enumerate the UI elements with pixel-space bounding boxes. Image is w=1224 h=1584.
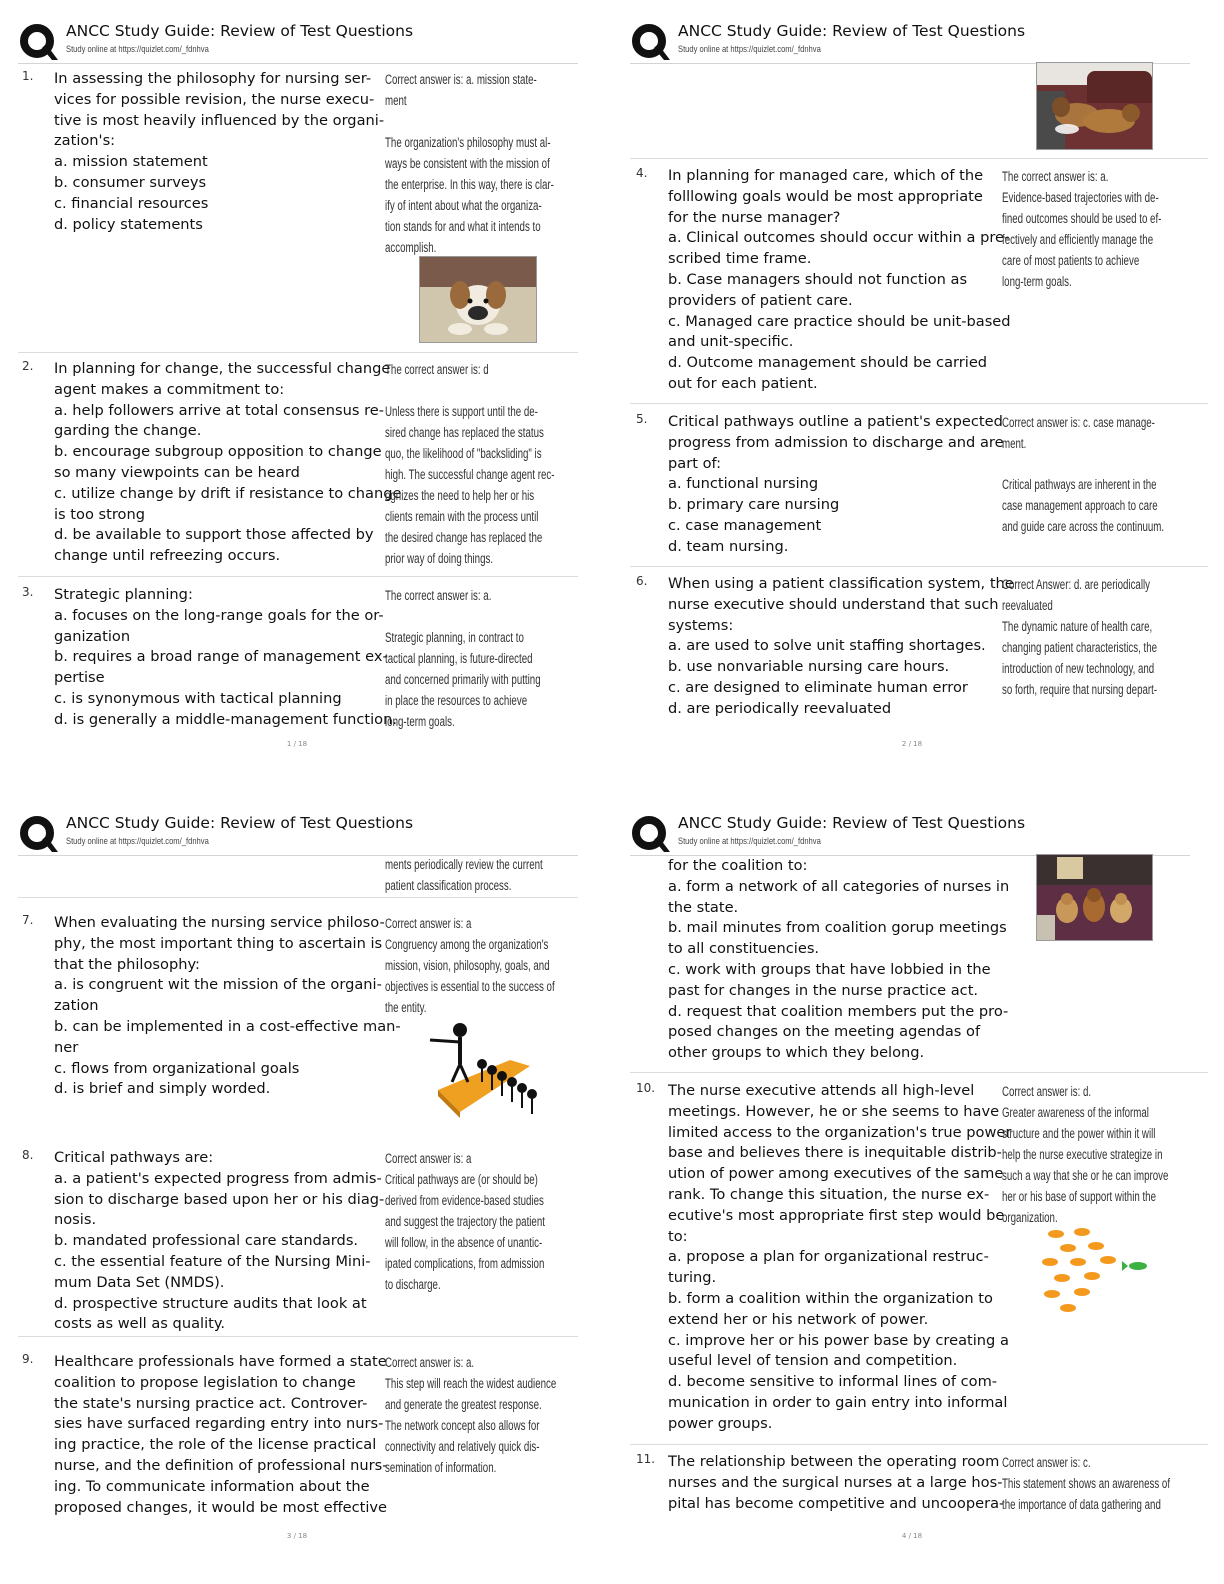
question-text	[54, 913, 401, 1100]
text-line: Correct answer is: d.	[1002, 1084, 1092, 1099]
text-line: objectives is essential to the success of	[385, 979, 555, 994]
text-line: the state.	[668, 898, 739, 916]
text-line: clients remain with the process until	[385, 509, 539, 524]
explanation-text	[1002, 1081, 1168, 1228]
text-line: ify of intent about what the organiza-	[385, 198, 542, 213]
text-line: This step will reach the widest audience	[385, 1376, 557, 1391]
page-title: ANCC Study Guide: Review of Test Questions	[66, 814, 414, 832]
text-line: pital has become competitive and uncoopera-	[668, 1494, 1005, 1512]
card-divider	[18, 352, 578, 353]
text-line: b. use nonvariable nursing care hours.	[668, 658, 950, 676]
explanation-text	[1002, 474, 1164, 537]
study-link[interactable]: Study online at https://quizlet.com/_fdnhva	[678, 44, 821, 55]
text-line: The network concept also allows for	[385, 1418, 540, 1433]
page-2	[612, 0, 1224, 792]
text-line: costs as well as quality.	[54, 1315, 226, 1333]
text-line: ment.	[1002, 436, 1027, 451]
card-number: 1.	[22, 69, 34, 83]
text-line: Correct answer is: a	[385, 916, 472, 931]
three-dogs-on-couch-photo	[1036, 854, 1153, 941]
text-line: out for each patient.	[668, 374, 818, 392]
text-line: and concerned primarily with putting	[385, 672, 541, 687]
question-text	[668, 574, 1014, 720]
study-link[interactable]: Study online at https://quizlet.com/_fdnhva	[66, 44, 209, 55]
text-line: agent makes a commitment to:	[54, 380, 285, 398]
answer-text	[385, 359, 489, 380]
text-line: coalition to propose legislation to change	[54, 1373, 356, 1391]
quizlet-logo-icon	[630, 814, 670, 854]
page-4	[612, 792, 1224, 1584]
text-line: ganization	[54, 627, 131, 645]
text-line: extend her or his network of power.	[668, 1310, 929, 1328]
question-text	[668, 166, 1011, 395]
text-line: The nurse executive attends all high-level	[668, 1082, 975, 1099]
explanation-text	[385, 627, 541, 732]
text-line: a. functional nursing	[668, 475, 819, 493]
text-line: c. work with groups that have lobbied in the	[668, 960, 991, 978]
text-line: c. is synonymous with tactical planning	[54, 689, 342, 707]
text-line: The correct answer is: d	[385, 362, 489, 377]
card-number: 9.	[22, 1352, 34, 1366]
page-number: 4 / 18	[901, 1532, 923, 1540]
text-line: connectivity and relatively quick dis-	[385, 1439, 540, 1454]
explanation-text	[385, 1352, 556, 1478]
text-line: c. the essential feature of the Nursing Mini-	[54, 1252, 371, 1270]
text-line: ments periodically review the current	[385, 857, 543, 872]
explanation-text	[1002, 1452, 1170, 1515]
text-line: a. mission statement	[54, 153, 208, 171]
card-divider	[630, 158, 1208, 159]
text-line: proposed changes, it would be most effective	[54, 1498, 388, 1516]
page-header	[18, 18, 588, 64]
text-line: will follow, in the absence of unantic-	[385, 1235, 543, 1250]
study-link[interactable]: Study online at https://quizlet.com/_fdnhva	[66, 836, 209, 847]
text-line: nosis.	[54, 1211, 97, 1229]
text-line: past for changes in the nurse practice act.	[668, 981, 979, 999]
text-line: patient classification process.	[385, 878, 512, 893]
page-number: 2 / 18	[901, 740, 923, 748]
page-header	[630, 18, 1200, 64]
text-line: for the coalition to:	[668, 857, 808, 874]
text-line: tive is most heavily influenced by the organi-	[54, 111, 385, 129]
text-line: Healthcare professionals have formed a state	[54, 1353, 387, 1370]
text-line: to discharge.	[385, 1277, 441, 1292]
text-line: When using a patient classification system, the	[668, 575, 1014, 592]
text-line: b. encourage subgroup opposition to change	[54, 443, 382, 461]
text-line: d. request that coalition members put the pro-	[668, 1002, 1009, 1020]
text-line: accomplish.	[385, 240, 437, 255]
dogs-on-couch-photo	[1036, 62, 1153, 150]
text-line: When evaluating the nursing service philoso-	[54, 914, 385, 931]
text-line: b. can be implemented in a cost-effective man-	[54, 1017, 401, 1035]
text-line: mum Data Set (NMDS).	[54, 1273, 225, 1291]
text-line: munication in order to gain entry into informal	[668, 1393, 1008, 1411]
text-line: useful level of tension and competition.	[668, 1352, 958, 1370]
text-line: and guide care across the continuum.	[1002, 519, 1165, 534]
question-text	[668, 1081, 1012, 1435]
text-line: d. be available to support those affected by	[54, 526, 374, 544]
text-line: the enterprise. In this way, there is clar-	[385, 177, 554, 192]
text-line: progress from admission to discharge and are	[668, 433, 1004, 451]
text-line: c. improve her or his power base by creating a	[668, 1331, 1009, 1349]
text-line: mission, vision, philosophy, goals, and	[385, 958, 550, 973]
text-line: The dynamic nature of health care,	[1002, 619, 1153, 634]
text-line: zation's:	[54, 132, 116, 150]
card-number: 5.	[636, 412, 648, 426]
text-line: d. become sensitive to informal lines of com-	[668, 1373, 998, 1391]
text-line: b. form a coalition within the organization to	[668, 1289, 993, 1307]
text-line: the importance of data gathering and	[1002, 1497, 1161, 1512]
card-divider	[18, 897, 578, 898]
text-line: that the philosophy:	[54, 955, 200, 973]
text-line: structure and the power within it will	[1002, 1126, 1156, 1141]
text-line: so forth, require that nursing depart-	[1002, 682, 1158, 697]
text-line: introduction of new technology, and	[1002, 661, 1155, 676]
text-line: ner	[54, 1038, 79, 1056]
explanation-text	[385, 401, 554, 569]
text-line: Critical pathways are inherent in the	[1002, 477, 1157, 492]
text-line: in place the resources to achieve	[385, 693, 528, 708]
text-line: quo, the likelihood of "backsliding" is	[385, 446, 542, 461]
text-line: part of:	[668, 454, 722, 472]
text-line: c. Managed care practice should be unit-based	[668, 312, 1011, 330]
text-line: tion stands for and what it intends to	[385, 219, 541, 234]
text-line: case management approach to care	[1002, 498, 1158, 513]
text-line: scribed time frame.	[668, 250, 812, 268]
page-title: ANCC Study Guide: Review of Test Questions	[678, 22, 1026, 40]
text-line: d. prospective structure audits that look at	[54, 1294, 367, 1312]
text-line: sies have surfaced regarding entry into nurs-	[54, 1415, 384, 1433]
text-line: ing practice, the role of the license practical	[54, 1436, 377, 1454]
text-line: The correct answer is: a.	[1002, 169, 1109, 184]
text-line: phy, the most important thing to ascertain is	[54, 934, 383, 952]
text-line: and suggest the trajectory the patient	[385, 1214, 545, 1229]
text-line: and unit-specific.	[668, 333, 794, 351]
text-line: b. Case managers should not function as	[668, 270, 968, 288]
text-line: long-term goals.	[1002, 274, 1072, 289]
text-line: semination of information.	[385, 1460, 497, 1475]
text-line: changing patient characteristics, the	[1002, 640, 1158, 655]
answer-text	[385, 69, 537, 111]
card-number: 11.	[636, 1452, 656, 1466]
text-line: Correct answer is: c.	[1002, 1455, 1091, 1470]
page-number: 1 / 18	[286, 740, 308, 748]
text-line: d. is brief and simply worded.	[54, 1080, 271, 1098]
text-line: a. focuses on the long-range goals for the or-	[54, 606, 384, 624]
quizlet-logo-icon	[18, 814, 58, 854]
text-line: change until refreezing occurs.	[54, 547, 281, 565]
text-line: Strategic planning:	[54, 586, 193, 603]
text-line: turing.	[668, 1269, 717, 1287]
question-text	[54, 1148, 388, 1335]
card-number: 3.	[22, 585, 34, 599]
text-line: organization.	[1002, 1210, 1058, 1225]
text-line: systems:	[668, 616, 734, 634]
text-line: a. help followers arrive at total consensus re-	[54, 401, 385, 419]
text-line: ognizes the need to help her or his	[385, 488, 535, 503]
text-line: Correct answer is: a.	[385, 1355, 475, 1370]
text-line: meetings. However, he or she seems to have	[668, 1102, 1000, 1120]
text-line: Correct answer is: c. case manage-	[1002, 415, 1155, 430]
text-line: nurse executive should understand that such	[668, 595, 999, 613]
explanation-text	[385, 854, 543, 896]
question-text	[668, 856, 1010, 1064]
text-line: ment	[385, 93, 407, 108]
page-1	[0, 0, 612, 792]
card-divider	[18, 576, 578, 577]
text-line: ution of power among executives of the same	[668, 1165, 1004, 1183]
question-text	[54, 69, 388, 235]
text-line: base and believes there is inequitable distrib-	[668, 1144, 1002, 1162]
text-line: a. is congruent wit the mission of the organi-	[54, 976, 382, 994]
page-header	[630, 810, 1200, 856]
leader-figures-clipart	[420, 1020, 544, 1118]
card-number: 2.	[22, 359, 34, 373]
text-line: d. is generally a middle-management function.	[54, 710, 397, 728]
text-line: Greater awareness of the informal	[1002, 1105, 1149, 1120]
card-divider	[18, 1336, 578, 1337]
text-line: Strategic planning, in contract to	[385, 630, 524, 645]
card-number: 10.	[636, 1081, 656, 1095]
text-line: Unless there is support until the de-	[385, 404, 538, 419]
page-3	[0, 792, 612, 1584]
text-line: her or his base of support within the	[1002, 1189, 1156, 1204]
text-line: nurses and the surgical nurses at a large hos-	[668, 1473, 1003, 1491]
text-line: c. financial resources	[54, 194, 209, 212]
text-line: fined outcomes should be used to ef-	[1002, 211, 1162, 226]
text-line: a. form a network of all categories of nurses in	[668, 877, 1010, 895]
text-line: b. consumer surveys	[54, 173, 207, 191]
text-line: The relationship between the operating room	[668, 1453, 1000, 1470]
text-line: ing. To communicate information about the	[54, 1477, 370, 1495]
text-line: providers of patient care.	[668, 291, 853, 309]
explanation-text	[385, 913, 555, 1018]
explanation-text	[385, 1148, 545, 1295]
card-number: 6.	[636, 574, 648, 588]
text-line: Critical pathways outline a patient's expected	[668, 413, 1003, 430]
text-line: This statement shows an awareness of	[1002, 1476, 1171, 1491]
text-line: d. policy statements	[54, 215, 203, 233]
text-line: to:	[668, 1227, 688, 1245]
question-text	[54, 1352, 388, 1518]
page-header	[18, 810, 588, 856]
quizlet-logo-icon	[630, 22, 670, 62]
card-divider	[630, 403, 1208, 404]
page-title: ANCC Study Guide: Review of Test Questions	[66, 22, 414, 40]
text-line: the state's nursing practice act. Controver-	[54, 1394, 368, 1412]
text-line: Correct Answer: d. are periodically	[1002, 577, 1151, 592]
page-title: ANCC Study Guide: Review of Test Questions	[678, 814, 1026, 832]
text-line: d. Outcome management should be carried	[668, 354, 988, 372]
explanation-text	[1002, 574, 1157, 700]
text-line: Evidence-based trajectories with de-	[1002, 190, 1159, 205]
text-line: a. propose a plan for organizational restruc-	[668, 1248, 989, 1266]
study-link[interactable]: Study online at https://quizlet.com/_fdnhva	[678, 836, 821, 847]
answer-text	[385, 585, 491, 606]
text-line: other groups to which they belong.	[668, 1044, 925, 1062]
text-line: derived from evidence-based studies	[385, 1193, 544, 1208]
text-line: ipated complications, from admission	[385, 1256, 545, 1271]
text-line: long-term goals.	[385, 714, 455, 729]
answer-text	[1002, 412, 1155, 454]
text-line: Congruency among the organization's	[385, 937, 549, 952]
text-line: fectively and efficiently manage the	[1002, 232, 1154, 247]
text-line: b. mandated professional care standards.	[54, 1232, 359, 1250]
text-line: power groups.	[668, 1414, 773, 1432]
text-line: to all constituencies.	[668, 940, 820, 958]
explanation-text	[385, 132, 554, 258]
text-line: high. The successful change agent rec-	[385, 467, 555, 482]
card-number: 8.	[22, 1148, 34, 1162]
text-line: the entity.	[385, 1000, 427, 1015]
text-line: Critical pathways are:	[54, 1149, 214, 1166]
text-line: b. requires a broad range of management ex-	[54, 648, 388, 666]
text-line: In planning for managed care, which of the	[668, 167, 984, 184]
text-line: a. are used to solve unit staffing shortages.	[668, 637, 986, 655]
header-divider	[18, 63, 578, 64]
card-number: 7.	[22, 913, 34, 927]
text-line: b. primary care nursing	[668, 496, 840, 514]
text-line: the desired change has replaced the	[385, 530, 543, 545]
text-line: rank. To change this situation, the nurse ex-	[668, 1185, 990, 1203]
text-line: prior way of doing things.	[385, 551, 494, 566]
text-line: tactical planning, is future-directed	[385, 651, 533, 666]
text-line: zation	[54, 997, 99, 1015]
page-number: 3 / 18	[286, 1532, 308, 1540]
card-number: 4.	[636, 166, 648, 180]
text-line: folllowing goals would be most appropriate	[668, 187, 983, 205]
text-line: and generate the greatest response.	[385, 1397, 542, 1412]
text-line: sion to discharge based upon her or his diag-	[54, 1190, 385, 1208]
dog-photo	[419, 256, 537, 343]
question-text	[668, 1452, 1005, 1514]
text-line: for the nurse manager?	[668, 208, 841, 226]
text-line: so many viewpoints can be heard	[54, 463, 300, 481]
card-divider	[630, 566, 1208, 567]
question-text	[54, 585, 397, 731]
card-divider	[630, 1444, 1208, 1445]
text-line: The organization's philosophy must al-	[385, 135, 551, 150]
text-line: d. are periodically reevaluated	[668, 699, 892, 717]
text-line: care of most patients to achieve	[1002, 253, 1140, 268]
text-line: a. Clinical outcomes should occur within a pre-	[668, 229, 1010, 247]
quizlet-logo-icon	[18, 22, 58, 62]
text-line: ecutive's most appropriate first step would be	[668, 1206, 1005, 1224]
text-line: The correct answer is: a.	[385, 588, 492, 603]
text-line: help the nurse executive strategize in	[1002, 1147, 1163, 1162]
text-line: such a way that she or he can improve	[1002, 1168, 1169, 1183]
text-line: b. mail minutes from coalition gorup meetings	[668, 919, 1007, 937]
text-line: limited access to the organization's true power	[668, 1123, 1012, 1141]
text-line: c. flows from organizational goals	[54, 1059, 300, 1077]
text-line: c. utilize change by drift if resistance to change	[54, 484, 402, 502]
text-line: ways be consistent with the mission of	[385, 156, 550, 171]
text-line: garding the change.	[54, 422, 202, 440]
text-line: nurse, and the definition of professional nurs-	[54, 1456, 388, 1474]
text-line: reevaluated	[1002, 598, 1053, 613]
card-divider	[630, 1072, 1208, 1073]
text-line: c. case management	[668, 516, 822, 534]
text-line: pertise	[54, 669, 105, 687]
text-line: c. are designed to eliminate human error	[668, 678, 968, 696]
question-text	[668, 412, 1002, 558]
text-line: Correct answer is: a. mission state-	[385, 72, 537, 87]
text-line: is too strong	[54, 505, 145, 523]
explanation-text	[1002, 166, 1161, 292]
question-text	[54, 359, 402, 567]
text-line: Correct answer is: a	[385, 1151, 472, 1166]
text-line: vices for possible revision, the nurse execu-	[54, 90, 375, 108]
text-line: posed changes on the meeting agendas of	[668, 1023, 981, 1041]
text-line: a. a patient's expected progress from admis-	[54, 1169, 382, 1187]
text-line: In planning for change, the successful change	[54, 360, 391, 377]
goldfish-clipart	[1038, 1226, 1152, 1314]
text-line: In assessing the philosophy for nursing ser-	[54, 70, 372, 87]
text-line: d. team nursing.	[668, 537, 789, 555]
text-line: Critical pathways are (or should be)	[385, 1172, 538, 1187]
text-line: sired change has replaced the status	[385, 425, 544, 440]
